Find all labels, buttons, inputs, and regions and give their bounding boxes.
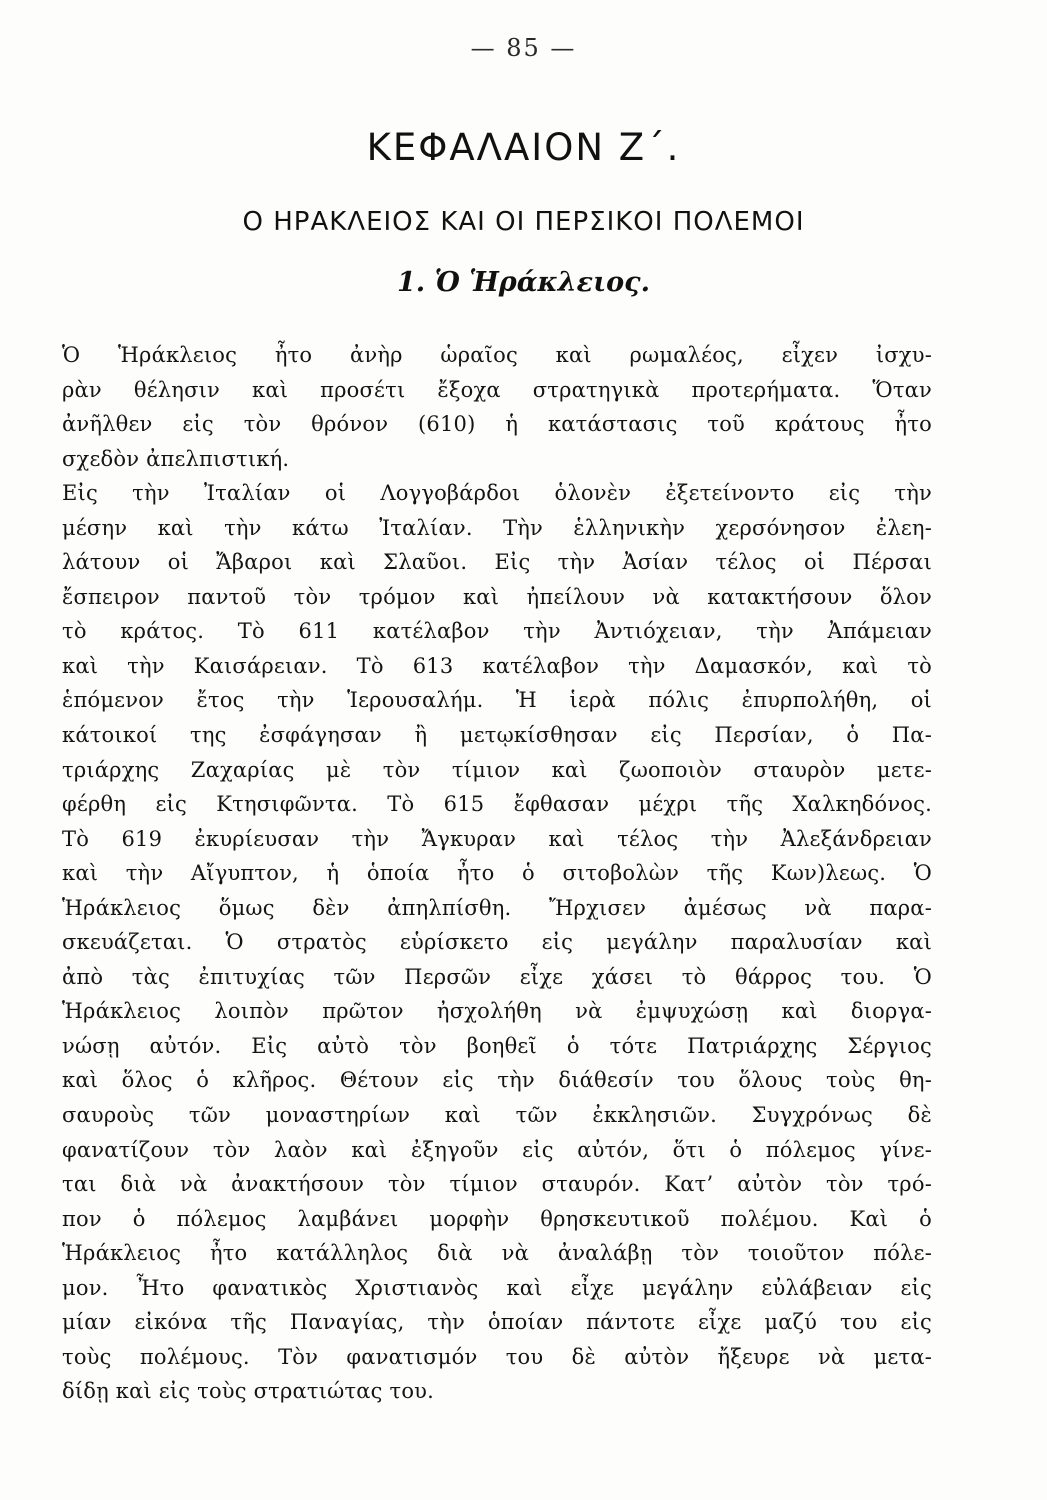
text-line: σαυροὺς τῶν μοναστηρίων καὶ τῶν ἐκκλησιῶν. Συγχρόνως δὲ <box>62 1103 932 1128</box>
text-line: Ἡράκλειος λοιπὸν πρῶτον ἠσχολήθη νὰ ἐμψυχώσῃ καὶ διοργα- <box>62 999 932 1024</box>
text-line: ἀνῆλθεν εἰς τὸν θρόνον (610) ἡ κατάστασις τοῦ κράτους ἦτο <box>62 412 932 437</box>
body-text <box>62 338 932 1409</box>
text-line: σχεδὸν ἀπελπιστική. <box>62 446 290 471</box>
text-line: πον ὁ πόλεμος λαμβάνει μορφὴν θρησκευτικοῦ πολέμου. Καὶ ὁ <box>62 1206 932 1231</box>
text-line: καὶ τὴν Καισάρειαν. Τὸ 613 κατέλαβον τὴν Δαμασκόν, καὶ τὸ <box>62 653 932 678</box>
section-heading: 1. Ὁ Ἡράκλειος. <box>397 267 650 298</box>
chapter-title: ΚΕΦΑΛΑΙΟΝ Ζ΄. <box>366 126 681 169</box>
page-number: — 85 — <box>470 34 577 62</box>
text-line: Ὁ Ἡράκλειος ἦτο ἀνὴρ ὡραῖος καὶ ρωμαλέος, εἶχεν ἰσχυ- <box>62 343 932 367</box>
text-line: τοὺς πολέμους. Τὸν φανατισμόν του δὲ αὐτὸν ἤξευρε νὰ μετα- <box>62 1344 932 1369</box>
text-line: τριάρχης Ζαχαρίας μὲ τὸν τίμιον καὶ ζωοποιὸν σταυρὸν μετε- <box>62 757 932 782</box>
text-line: Ἡράκλειος ἦτο κατάλληλος διὰ νὰ ἀναλάβῃ τὸν τοιοῦτον πόλε- <box>62 1241 932 1266</box>
text-line: Ἡράκλειος ὅμως δὲν ἀπηλπίσθη. Ἤρχισεν ἀμέσως νὰ παρα- <box>62 895 932 920</box>
text-line: δίδῃ καὶ εἰς τοὺς στρατιώτας του. <box>62 1379 434 1404</box>
text-line: νώσῃ αὐτόν. Εἰς αὐτὸ τὸν βοηθεῖ ὁ τότε Πατριάρχης Σέργιος <box>62 1033 932 1058</box>
text-line: καὶ ὅλος ὁ κλῆρος. Θέτουν εἰς τὴν διάθεσίν του ὅλους τοὺς θη- <box>62 1068 932 1093</box>
text-line: φανατίζουν τὸν λαὸν καὶ ἐξηγοῦν εἰς αὐτόν, ὅτι ὁ πόλεμος γίνε- <box>62 1137 932 1162</box>
text-line: μον. Ἦτο φανατικὸς Χριστιανὸς καὶ εἶχε μεγάλην εὐλάβειαν εἰς <box>62 1275 932 1300</box>
text-line: φέρθη εἰς Κτησιφῶντα. Τὸ 615 ἔφθασαν μέχρι τῆς Χαλκηδόνος. <box>62 792 932 817</box>
text-line: ρὰν θέλησιν καὶ προσέτι ἔξοχα στρατηγικὰ προτερήματα. Ὅταν <box>62 377 932 402</box>
text-line: καὶ τὴν Αἴγυπτον, ἡ ὁποία ἦτο ὁ σιτοβολὼν τῆς Κων)λεως. Ὁ <box>62 861 932 886</box>
text-line: μέσην καὶ τὴν κάτω Ἰταλίαν. Τὴν ἑλληνικὴν χερσόνησον ἐλεη- <box>62 515 932 540</box>
text-line: σκευάζεται. Ὁ στρατὸς εὑρίσκετο εἰς μεγάλην παραλυσίαν καὶ <box>62 930 932 955</box>
text-line: λάτουν οἱ Ἄβαροι καὶ Σλαῦοι. Εἰς τὴν Ἀσίαν τέλος οἱ Πέρσαι <box>62 550 932 575</box>
chapter-subtitle: Ο ΗΡΑΚΛΕΙΟΣ ΚΑΙ ΟΙ ΠΕΡΣΙΚΟΙ ΠΟΛΕΜΟΙ <box>242 207 805 237</box>
text-line: κάτοικοί της ἐσφάγησαν ἢ μετῳκίσθησαν εἰς Περσίαν, ὁ Πα- <box>62 723 932 748</box>
text-line: ται διὰ νὰ ἀνακτήσουν τὸν τίμιον σταυρόν. Κατ’ αὐτὸν τὸν τρό- <box>62 1172 932 1197</box>
text-line: ἑπόμενον ἔτος τὴν Ἱερουσαλήμ. Ἡ ἱερὰ πόλις ἐπυρπολήθη, οἱ <box>62 688 932 713</box>
text-line: Τὸ 619 ἐκυρίευσαν τὴν Ἄγκυραν καὶ τέλος τὴν Ἀλεξάνδρειαν <box>62 826 932 851</box>
text-line: Εἰς τὴν Ἰταλίαν οἱ Λογγοβάρδοι ὁλονὲν ἐξετείνοντο εἰς τὴν <box>62 481 932 506</box>
text-line: τὸ κράτος. Τὸ 611 κατέλαβον τὴν Ἀντιόχειαν, τὴν Ἀπάμειαν <box>62 619 932 644</box>
text-line: ἀπὸ τὰς ἐπιτυχίας τῶν Περσῶν εἶχε χάσει τὸ θάρρος του. Ὁ <box>62 964 932 989</box>
text-line: μίαν εἰκόνα τῆς Παναγίας, τὴν ὁποίαν πάντοτε εἶχε μαζύ του εἰς <box>62 1310 932 1335</box>
text-line: ἔσπειρον παντοῦ τὸν τρόμον καὶ ἠπείλουν νὰ κατακτήσουν ὅλον <box>62 584 932 609</box>
